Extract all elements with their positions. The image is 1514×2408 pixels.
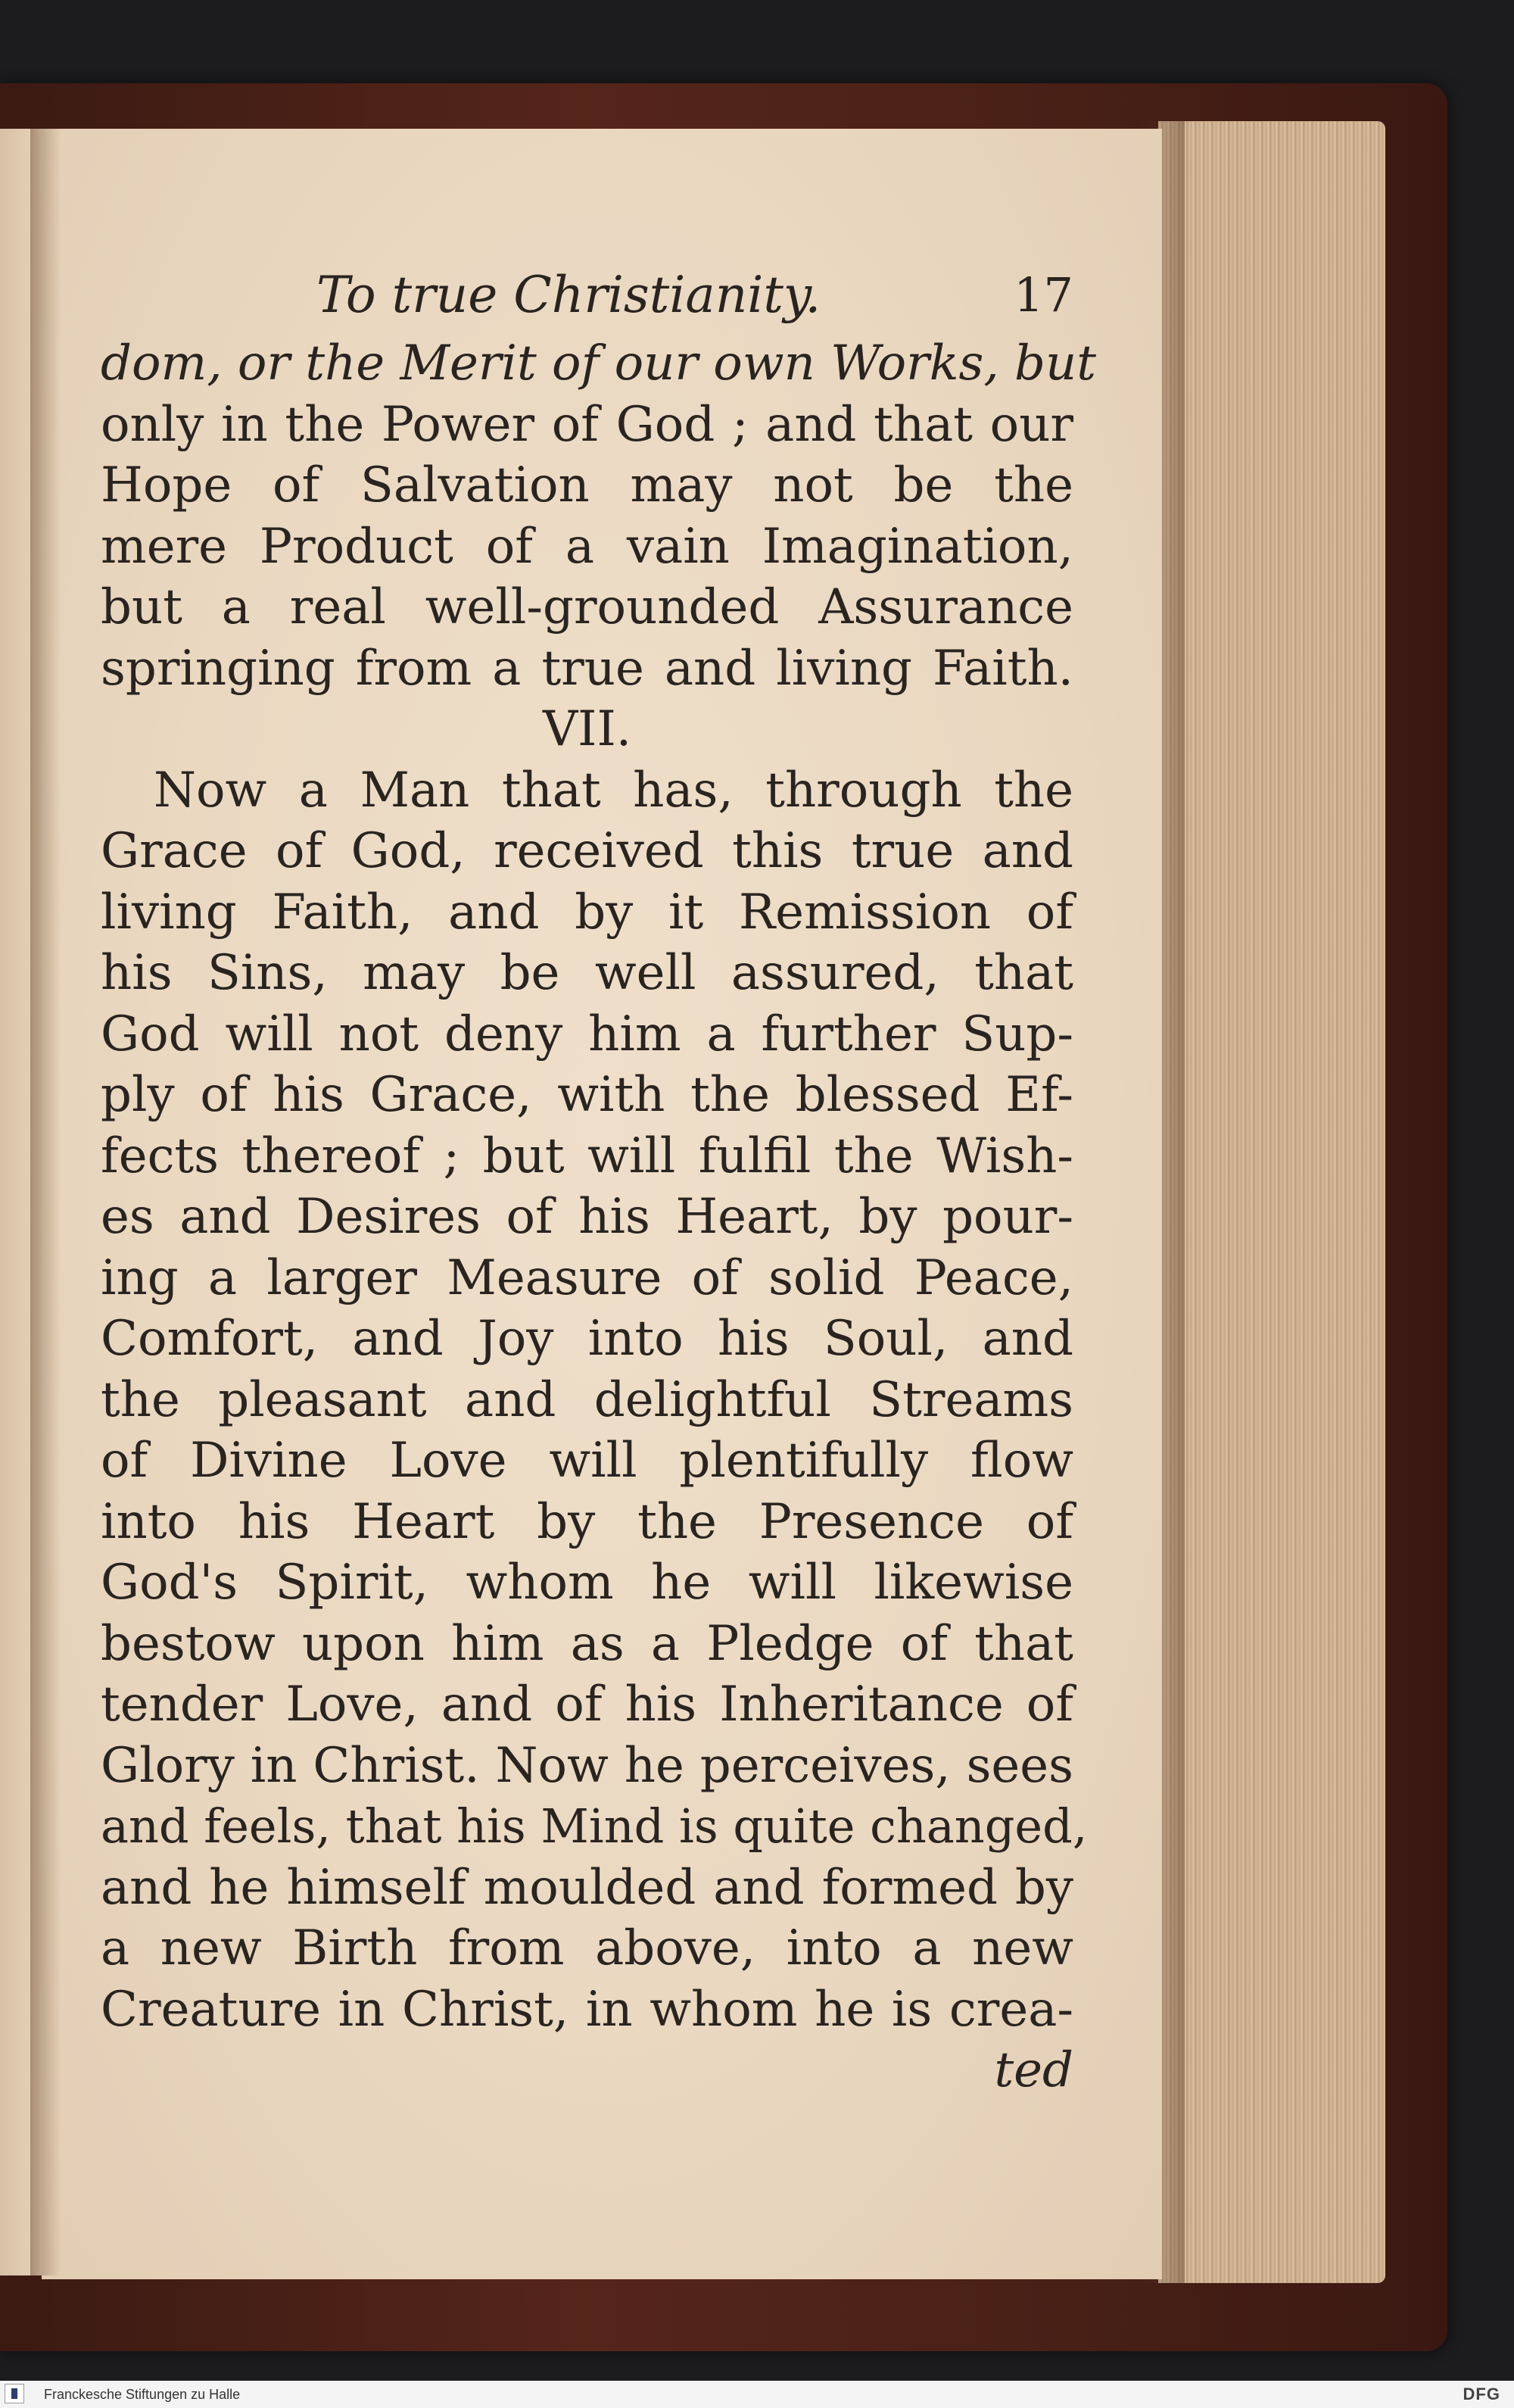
text-line: es and Desires of his Heart, by pour-	[101, 1189, 1073, 1245]
text-line: but a real well-grounded Assurance	[101, 579, 1073, 635]
text-line: springing from a true and living Faith.	[101, 640, 1073, 697]
text-line: Comfort, and Joy into his Soul, and	[101, 1311, 1073, 1367]
book-page	[42, 129, 1162, 2279]
text-line: only in the Power of God ; and that our	[101, 396, 1073, 453]
section-number: VII.	[542, 701, 632, 757]
text-line: living Faith, and by it Remission of	[101, 884, 1073, 940]
running-title: To true Christianity.	[316, 266, 821, 324]
text-line: and feels, that his Mind is quite changed,	[101, 1798, 1088, 1854]
text-line: into his Heart by the Presence of	[101, 1493, 1073, 1550]
text-line: God's Spirit, whom he will likewise	[101, 1555, 1073, 1611]
text-line: ing a larger Measure of solid Peace,	[101, 1249, 1073, 1306]
institution-name: Franckesche Stiftungen zu Halle	[44, 2387, 241, 2402]
text-line: Hope of Salvation may not be the	[101, 457, 1073, 513]
text-line: ply of his Grace, with the blessed Ef-	[101, 1067, 1073, 1123]
text-line: and he himself moulded and formed by	[101, 1859, 1073, 1916]
catchword: ted	[994, 2042, 1073, 2098]
text-line: his Sins, may be well assured, that	[101, 945, 1073, 1001]
text-line: bestow upon him as a Pledge of that	[101, 1615, 1073, 1672]
text-line: a new Birth from above, into a new	[101, 1920, 1073, 1976]
text-line: God will not deny him a further Sup-	[101, 1006, 1073, 1062]
gutter-shadow	[30, 129, 61, 2275]
text-line: Now a Man that has, through the	[154, 762, 1073, 819]
text-line: tender Love, and of his Inheritance of	[101, 1677, 1073, 1733]
text-line: of Divine Love will plentifully flow	[101, 1433, 1073, 1489]
page-text	[101, 257, 1096, 2101]
viewer-footer	[0, 2381, 1514, 2408]
running-head	[101, 257, 1073, 333]
text-line: Grace of God, received this true and	[101, 823, 1073, 879]
institution-logo-icon	[5, 2384, 24, 2403]
page-number: 17	[1014, 267, 1073, 323]
text-line: the pleasant and delightful Streams	[101, 1371, 1073, 1428]
text-line: Glory in Christ. Now he perceives, sees	[101, 1737, 1073, 1794]
funder-logo: DFG	[1463, 2385, 1500, 2403]
page-edges	[1158, 121, 1385, 2283]
text-line: dom, or the Merit of our own Works, but	[101, 335, 1096, 391]
text-line: fects thereof ; but will fulfil the Wish-	[101, 1128, 1073, 1184]
text-line: mere Product of a vain Imagination,	[101, 518, 1073, 575]
text-line: Creature in Christ, in whom he is crea-	[101, 1981, 1073, 2038]
